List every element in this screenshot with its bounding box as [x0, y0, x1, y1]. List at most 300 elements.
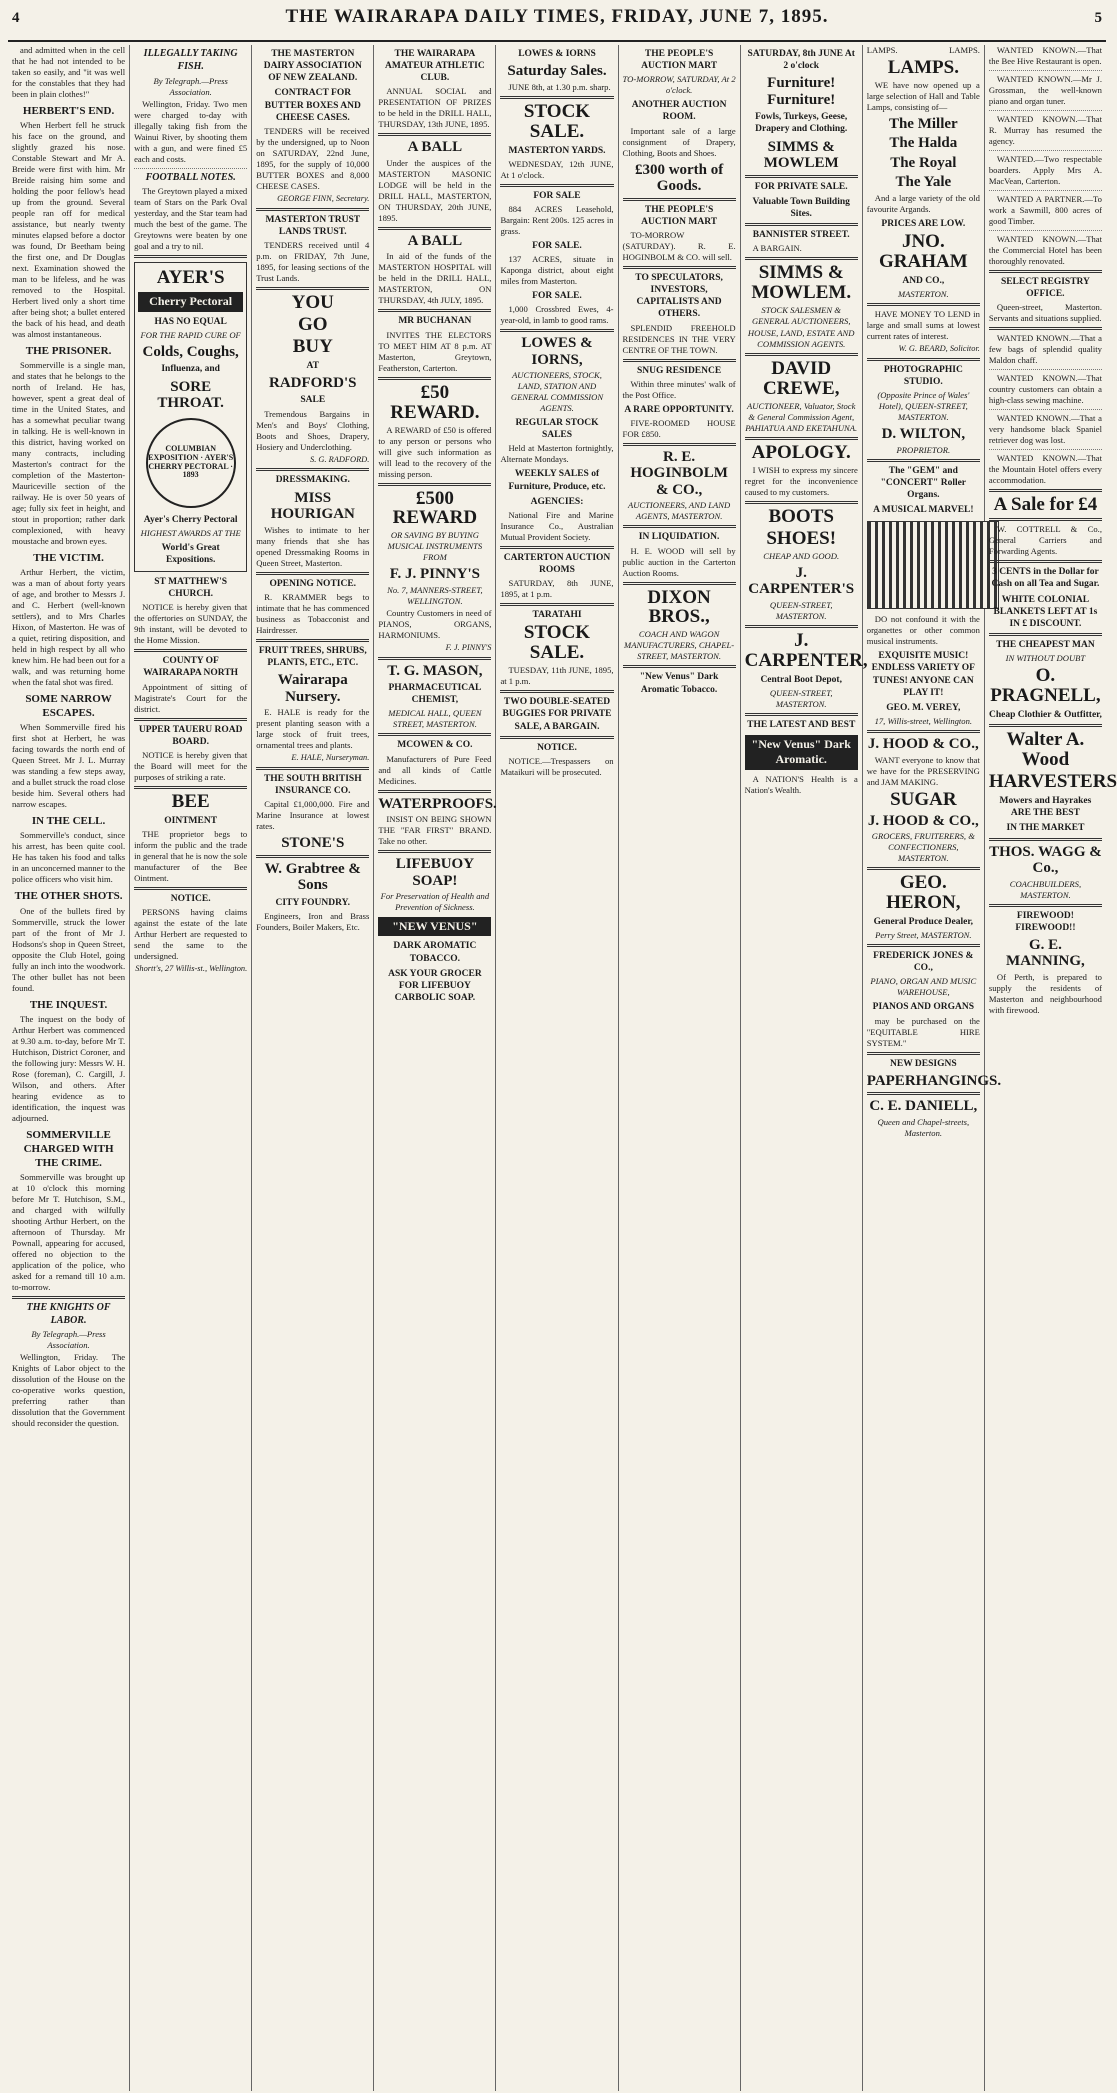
lamps-header-row — [867, 45, 980, 56]
column-9 — [985, 45, 1117, 2091]
column-1 — [8, 45, 130, 2091]
text-county: Appointment of sitting of Magistrate's Court for the district. — [134, 681, 248, 714]
text-pianos: may be purchased on the "EQUITABLE HIRE SYSTEM." — [866, 1015, 980, 1048]
divider — [989, 518, 1102, 521]
heading-inquest: THE INQUEST. — [29, 998, 108, 1011]
heading-waterproofs: WATERPROOFS. — [378, 795, 497, 812]
text-victim: Arthur Herbert, the victim, was a man of about forty years of age, and brother to Messrs J. and C. Herbert (well-known settlers), and to Mrs Charles Hixon, of Masterton. He was of a quiet, retiring disposition, and held in high respect by all who knew him. He had been out for a walk, and was returning home when the fatal shot was fired. — [12, 567, 126, 688]
divider — [867, 459, 980, 462]
radford-you: YOU — [291, 292, 334, 313]
heading-taking-fish: ILLEGALLY TAKING FISH. — [143, 48, 238, 72]
text-dont-confound: DO not confound it with the organettes or other common musical instruments. — [866, 614, 980, 647]
divider — [378, 227, 491, 230]
divider — [867, 358, 980, 361]
divider — [745, 175, 858, 178]
latest-text: "New Venus" Dark Aromatic. — [745, 735, 858, 770]
heading-trust-lands: MASTERTON TRUST LANDS TRUST. — [265, 214, 361, 237]
divider — [745, 223, 858, 226]
wilton-name: D. WILTON, — [881, 426, 966, 443]
text-notice: PERSONS having claims against the estate of the late Arthur Herbert are requested to send the same to the undersigned. — [134, 907, 248, 962]
wanted-8: WANTED KNOWN.—That country customers can obtain a high-class sewing machine. — [988, 373, 1102, 406]
divider — [256, 287, 369, 290]
mason-sub: PHARMACEUTICAL CHEMIST, — [388, 683, 482, 706]
stone-name: STONE'S — [281, 835, 345, 852]
heading-300: £300 worth of Goods. — [634, 161, 724, 195]
heading-new-designs: NEW DESIGNS — [890, 1058, 957, 1069]
heading-photo: PHOTOGRAPHIC STUDIO. — [883, 364, 963, 388]
radford-go: GO — [297, 313, 328, 335]
frederick-sub: PIANO, ORGAN AND MUSIC WAREHOUSE, — [870, 976, 977, 998]
heading-notice: NOTICE. — [170, 894, 211, 904]
masthead — [8, 6, 1106, 42]
simms-sub-2: HOUSE, LAND, ESTATE AND COMMISSION AGENTS. — [747, 328, 855, 350]
ayer-colds: Colds, Coughs, — [142, 343, 239, 360]
divider — [745, 257, 858, 260]
venus-name: "NEW VENUS" — [378, 917, 491, 936]
heading-saturday: SATURDAY, 8th JUNE At 2 o'clock — [747, 49, 855, 72]
ayer-influenza: Influenza, and — [161, 364, 220, 375]
lamp-royal: The Royal — [890, 154, 957, 171]
column-3 — [252, 45, 374, 2091]
divider — [745, 625, 858, 628]
text-money: HAVE MONEY TO LEND in large and small sums at lowest current rates of interest. — [866, 309, 980, 342]
divider — [378, 733, 491, 736]
radford-sale: SALE — [300, 395, 326, 406]
lowes-name: LOWES & IORNS — [518, 49, 596, 59]
heading-registry: SELECT REGISTRY OFFICE. — [1000, 277, 1090, 300]
text-hood: WANT everyone to know that we have for the PRESERVING and JAM MAKING. — [866, 754, 980, 787]
verey-address: 17, Willis-street, Wellington. — [874, 716, 973, 727]
heading-dressmaking: DRESSMAKING. — [275, 475, 350, 486]
ayer-fairs: World's Great Expositions. — [161, 542, 220, 565]
text-apology: I WISH to express my sincere regret for the inconvenience caused to my customers. — [744, 464, 858, 497]
heading-contract: CONTRACT FOR BUTTER BOXES AND CHEESE CASES. — [264, 88, 361, 123]
radford-signature: S. G. RADFORD. — [310, 454, 370, 464]
text-church: NOTICE is hereby given that the offertories on SUNDAY, the 9th instant, will be devoted to the Home Mission. — [134, 602, 248, 646]
frederick-name: FREDERICK JONES & CO., — [873, 951, 974, 974]
heading-narrow-escapes: SOME NARROW ESCAPES. — [25, 693, 112, 720]
heading-weekly-sales: WEEKLY SALES of Furniture, Produce, etc. — [508, 469, 606, 492]
heading-for-sale-2: FOR SALE. — [532, 240, 582, 251]
text-liquidation: H. E. WOOD will sell by public auction in the Carterton Auction Rooms. — [622, 545, 736, 578]
heading-tobacco: "New Venus" Dark Aromatic Tobacco. — [639, 672, 719, 695]
text-manning: Of Perth, is prepared to supply the residents of Masterton and neighbourhood with firewood. — [988, 971, 1102, 1015]
ayer-advert — [134, 262, 247, 572]
text-waterproofs: INSIST ON BEING SHOWN THE "FAR FIRST" BRAND. Take no other. — [378, 814, 492, 847]
text-exquisite: EXQUISITE MUSIC! ENDLESS VARIETY OF TUNES! ANYONE CAN PLAY IT! — [871, 651, 975, 698]
divider — [989, 230, 1102, 231]
columns — [8, 45, 1117, 2091]
text-contract: TENDERS will be received by the undersigned, up to Noon on SATURDAY, 22nd June, 1895, for the supply of 10,000 BUTTER BOXES and 8,000 CHEESE CASES. — [256, 125, 370, 191]
divider — [256, 572, 369, 575]
pinny-address: No. 7, MANNERS-STREET, WELLINGTON. — [387, 584, 483, 606]
text-regular: Held at Masterton fortnightly, Alternate Mondays. — [500, 443, 614, 465]
roller-organ-sub: A MUSICAL MARVEL! — [873, 505, 974, 516]
wagg-sub: COACHBUILDERS, MASTERTON. — [1009, 878, 1082, 900]
text-bannister: A BARGAIN. — [752, 243, 802, 254]
text-football: The Greytown played a mixed team of Stars on the Park Oval yesterday, and the Star team had much the best of the game. The Greytowns were beaten by one goal and a try to nil. — [134, 186, 248, 252]
heron-address: Perry Street, MASTERTON. — [875, 930, 972, 941]
ayer-product: Cherry Pectoral — [138, 292, 243, 311]
divider — [989, 369, 1102, 370]
boots-text: CHEAP AND GOOD. — [763, 550, 840, 561]
heron-sub: General Produce Dealer, — [873, 916, 974, 927]
divider — [500, 690, 613, 693]
text-rare: FIVE-ROOMED HOUSE FOR £850. — [622, 417, 736, 439]
heading-buchanan: MR BUCHANAN — [398, 316, 472, 327]
carpenter-name-2: J. CARPENTER, — [744, 629, 868, 671]
heading-stock-sale: STOCK SALE. — [523, 100, 591, 142]
heading-firewood: FIREWOOD! FIREWOOD!! — [1015, 910, 1076, 933]
nursery-signature: E. HALE, Nurseryman. — [291, 753, 370, 762]
heading-county: COUNTY OF WAIRARAPA NORTH — [143, 656, 239, 679]
divider — [989, 633, 1102, 636]
heading-ball: A BALL — [407, 139, 463, 156]
divider — [500, 546, 613, 549]
text-nursery: E. HALE is ready for the present planting season with a large stock of fruit trees, ornamental trees and plants. — [256, 707, 370, 750]
text-nation: A NATION'S Health is a Nation's Wealth. — [744, 773, 858, 795]
text-ball-2: In aid of the funds of the MASTERTON HOSPITAL will be held in the DRILL HALL, MASTERTON, ON THURSDAY, 4th JULY, 1895. — [378, 251, 492, 306]
divider — [378, 377, 491, 380]
heading-liquidation: IN LIQUIDATION. — [638, 532, 720, 543]
newspaper-title: THE WAIRARAPA DAILY TIMES, FRIDAY, JUNE 7, 1895. — [285, 6, 829, 27]
lamps-left: LAMPS. — [866, 45, 898, 55]
divider — [378, 657, 491, 660]
text-owen: Manufacturers of Pure Feed and all kinds of Cattle Medicines. — [378, 753, 492, 786]
divider — [989, 489, 1102, 492]
heading-bannister: BANNISTER STREET. — [752, 230, 850, 241]
divider — [134, 255, 247, 258]
heading-peoples-mart: THE PEOPLE'S AUCTION MART — [641, 49, 718, 72]
lowes-footer-sub: AUCTIONEERS, STOCK, LAND, STATION AND GENERAL COMMISSION AGENTS. — [510, 370, 604, 414]
hoginbolm-sub: AUCTIONEERS, AND LAND AGENTS, MASTERTON. — [627, 500, 731, 522]
pragnell-sub: Cheap Clothier & Outfitter, — [988, 710, 1102, 721]
divider — [623, 525, 736, 528]
lifebuoy-sub: For Preservation of Health and Prevention of Sickness. — [380, 891, 490, 913]
heading-cents: 3 CENTS in the Dollar for Cash on all Tea and Sugar. — [991, 567, 1100, 590]
heading-buggies: TWO DOUBLE-SEATED BUGGIES FOR PRIVATE SALE, A BARGAIN. — [502, 697, 612, 732]
divider — [623, 198, 736, 201]
divider — [256, 855, 369, 858]
heading-insurance: THE SOUTH BRITISH INSURANCE CO. — [263, 773, 362, 796]
divider — [256, 468, 369, 471]
grabtree-sub: CITY FOUNDRY. — [275, 897, 350, 908]
wanted-4: WANTED.—Two respectable boarders. Apply Mrs A. MacVean, Carterton. — [988, 154, 1102, 186]
divider — [989, 110, 1102, 111]
heading-football: FOOTBALL NOTES. — [145, 171, 236, 183]
heading-lifebuoy: LIFEBUOY SOAP! — [395, 856, 475, 889]
reward-2-sub: OR SAVING BY BUYING MUSICAL INSTRUMENTS FROM — [387, 530, 483, 563]
heading-furniture: Furniture! Furniture! — [767, 75, 836, 108]
heading-blankets: WHITE COLONIAL BLANKETS LEFT AT 1s IN £ DISCOUNT. — [993, 594, 1098, 629]
dixon-name: DIXON BROS., — [647, 586, 711, 628]
text-taratahi: TUESDAY, 11th JUNE, 1895, at 1 p.m. — [500, 665, 614, 687]
divider — [378, 850, 491, 853]
wanted-2: WANTED KNOWN.—Mr J. Grossman, the well-known piano and organ tuner. — [988, 74, 1102, 106]
ayer-brand: AYER'S — [156, 267, 225, 289]
heron-name: GEO. HERON, — [886, 872, 961, 913]
divider — [989, 449, 1102, 450]
text-peoples: Important sale of a large consignment of Drapery, Clothing, Boots and Shoes. — [622, 125, 736, 158]
column-8 — [863, 45, 1002, 2091]
heading-victim: THE VICTIM. — [33, 552, 104, 565]
divider — [989, 409, 1102, 410]
heading-knights-of-labor: THE KNIGHTS OF LABOR. — [26, 1301, 111, 1326]
shorts-signature: Shortt's, 27 Willis-st., Wellington. — [135, 964, 248, 974]
divider — [500, 184, 613, 187]
text-grabtree: Engineers, Iron and Brass Founders, Boiler Makers, Etc. — [256, 910, 370, 932]
ayer-admitted: Ayer's Cherry Pectoral — [143, 514, 238, 525]
heading-roller-organs: The "GEM" and "CONCERT" Roller Organs. — [880, 465, 967, 500]
divider — [623, 266, 736, 269]
wood-name: Walter A. Wood — [1006, 729, 1085, 771]
divider — [256, 639, 369, 642]
lamps-right: LAMPS. — [949, 45, 980, 55]
daniell-sub: Queen and Chapel-streets, Masterton. — [877, 1116, 970, 1138]
divider — [989, 838, 1102, 841]
column-2 — [130, 45, 252, 2091]
simms-name-2: SIMMS & MOWLEM. — [751, 262, 852, 304]
wanted-1: WANTED KNOWN.—That the Bee Hive Restaurant is open. — [988, 45, 1102, 66]
dressmaker-name: MISS HOURIGAN — [270, 489, 355, 523]
text-lamps: WE have now opened up a large selection of Hall and Table Lamps, consisting of— — [866, 79, 980, 112]
divider — [867, 944, 980, 947]
roller-organ-illustration — [867, 521, 999, 609]
divider — [500, 329, 613, 332]
heading-carbolic: ASK YOUR GROCER FOR LIFEBUOY CARBOLIC SOAP. — [388, 968, 482, 1004]
lamp-yale: The Yale — [895, 174, 952, 191]
graham-sub: AND CO., — [902, 275, 945, 286]
divider — [623, 665, 736, 668]
text-pinny: Country Customers in need of PIANOS, ORGANS, HARMONIUMS. — [378, 607, 492, 640]
carpenter-name: J. CARPENTER'S — [748, 564, 855, 598]
heading-agencies: AGENCIES: — [530, 496, 584, 507]
text-inquest: The inquest on the body of Arthur Herbert was commenced at 9.30 a.m. to-day, before Mr T. Hutchison, District Coroner, and the following jury: Messrs W. H. Rose (foreman), C. Cargill, J. Wilson, and others. After hearing evidence as to identification, the inquest was adjourned. — [12, 1013, 126, 1123]
text-reward: A REWARD of £50 is offered to any person or persons who will give such information as will lead to the recovery of the missing person. — [378, 424, 492, 479]
divider — [623, 359, 736, 362]
heading-dairy-assn: THE MASTERTON DAIRY ASSOCIATION OF NEW ZEALAND. — [263, 49, 362, 84]
wood-mowers: Mowers and Hayrakes ARE THE BEST — [999, 796, 1092, 819]
hood-name: J. HOOD & CO., — [867, 736, 979, 753]
byline: By Telegraph.—Press Association. — [153, 75, 228, 97]
bee-sub: OINTMENT — [164, 815, 218, 826]
text-notice: NOTICE.—Trespassers on Mataikuri will be prosecuted. — [500, 755, 614, 777]
heading-other-shots: THE OTHER SHOTS. — [14, 890, 123, 903]
heading-regular: REGULAR STOCK SALES — [515, 418, 599, 441]
lamp-miller: The Miller — [888, 115, 958, 132]
text-ball: Under the auspices of the MASTERTON MASONIC LODGE will be held in the DRILL HALL, MASTERTON, ON THURSDAY, 20th JUNE, 1895. — [378, 157, 492, 223]
divider — [745, 437, 858, 440]
wood-market: IN THE MARKET — [1006, 823, 1085, 834]
divider — [134, 786, 247, 789]
text-snug: Within three minutes' walk of the Post Office. — [622, 378, 736, 400]
peoples-sub: TO-MORROW, SATURDAY, At 2 o'clock. — [622, 74, 736, 96]
heading-peoples-mart-2: THE PEOPLE'S AUCTION MART — [641, 204, 718, 227]
heading-sugar: SUGAR — [890, 788, 957, 810]
carpenter-depot: Central Boot Depot, — [760, 674, 842, 685]
text-for-sale: 884 ACRES Leasehold, Bargain: Rent 200s. 125 acres in grass. — [500, 203, 614, 236]
lowes-footer: LOWES & IORNS, — [521, 335, 593, 368]
divider — [134, 718, 247, 721]
saturday-sales: Saturday Sales. — [507, 63, 607, 80]
divider — [867, 867, 980, 870]
heading-boots: BOOTS — [768, 505, 834, 527]
text-peoples-2: TO-MORROW (SATURDAY). R. E. HOGINBOLM & CO. will sell. — [622, 229, 736, 262]
divider — [745, 353, 858, 356]
simms-name: SIMMS & MOWLEM — [763, 138, 839, 172]
ayer-sore: SORE THROAT. — [157, 378, 224, 411]
heading-apology: APOLOGY. — [751, 442, 851, 463]
divider — [867, 730, 980, 733]
heading-prisoner: THE PRISONER. — [25, 345, 112, 358]
photo-text: (Opposite Prince of Wales' Hotel), QUEEN-STREET, MASTERTON. — [877, 390, 970, 423]
lamp-halda: The Halda — [889, 135, 958, 152]
heading-snug: SNUG RESIDENCE — [637, 365, 722, 376]
heading-sale-4: A Sale for £4 — [993, 494, 1098, 516]
heading-reward: £50 REWARD. — [390, 381, 480, 423]
divider — [989, 560, 1102, 563]
divider — [867, 1052, 980, 1055]
wanted-5: WANTED A PARTNER.—To work a Sawmill, 800 acres of good Timber. — [988, 194, 1102, 226]
divider — [500, 603, 613, 606]
ayer-award: HIGHEST AWARDS AT THE — [140, 527, 241, 538]
bee-heading: BEE — [171, 790, 210, 812]
divider — [867, 303, 980, 306]
pragnell-name: O. PRAGNELL, — [990, 665, 1101, 707]
divider — [867, 1092, 980, 1095]
radford-buy: BUY — [292, 335, 333, 357]
heading-for-sale: FOR SALE — [533, 190, 581, 201]
heading-pianos: PIANOS AND ORGANS — [872, 1002, 974, 1013]
text-stock-sale: WEDNESDAY, 12th JUNE, At 1 o'clock. — [500, 158, 614, 180]
heading-charged: SOMMERVILLE CHARGED WITH THE CRIME. — [23, 1128, 114, 1169]
divider — [256, 767, 369, 770]
graham-name: JNO. GRAHAM — [878, 231, 968, 273]
column-4 — [374, 45, 496, 2091]
text-lowes: JUNE 8th, at 1.30 p.m. sharp. — [508, 81, 611, 92]
peoples-h2: ANOTHER AUCTION ROOM. — [631, 100, 727, 123]
text-insurance: Capital £1,000,000. Fire and Marine Insurance at lowest rates. — [256, 799, 370, 832]
divider — [745, 501, 858, 504]
wagg-name: THOS. WAGG & Co., — [989, 843, 1102, 876]
carpenter-sub: QUEEN-STREET, MASTERTON. — [769, 599, 833, 621]
carpenter-address: QUEEN-STREET, MASTERTON. — [769, 687, 833, 709]
divider — [500, 736, 613, 739]
divider — [378, 790, 491, 793]
page-number-right: 5 — [1094, 10, 1102, 26]
heading-fruit-trees: FRUIT TREES, SHRUBS, PLANTS, ETC., ETC. — [258, 645, 367, 668]
mason-name: T. G. MASON, — [387, 662, 483, 679]
grabtree-name: W. Grabtree & Sons — [264, 860, 361, 894]
divider — [989, 70, 1102, 71]
wanted-10: WANTED KNOWN.—That the Mountain Hotel offers every accommodation. — [988, 453, 1102, 486]
heading-owen: MCOWEN & CO. — [397, 740, 473, 751]
radford-at: AT — [306, 360, 320, 371]
hood-sub: GROCERS, FRUITERERS, & CONFECTIONERS, MASTERTON. — [871, 831, 975, 864]
cheapest-sub: IN WITHOUT DOUBT — [1005, 653, 1086, 664]
heading-private-sale: FOR PRIVATE SALE. — [754, 181, 848, 192]
text-buchanan: INVITES THE ELECTORS TO MEET HIM AT 8 p.m. AT Masterton, Greytown, Featherston, Carterton. — [378, 329, 492, 373]
heading-taratahi: TARATAHI — [532, 610, 582, 621]
heading-shoes: SHOES! — [766, 527, 837, 549]
ayer-equal: HAS NO EQUAL — [154, 316, 227, 327]
wanted-9: WANTED KNOWN.—That a very handsome black Spaniel retriever dog was lost. — [988, 413, 1102, 446]
text-narrow-escapes: When Sommerville fired his first shot at Herbert, he was facing towards the north end of Queen Street. Mr J. L. Murray was standing a few steps away, and a bullet struck the road close beside him. Several others had narrow escapes. — [12, 722, 126, 810]
daniell-name: C. E. DANIELL, — [869, 1098, 978, 1115]
divider — [989, 904, 1102, 907]
divider — [378, 133, 491, 136]
heading-herberts-end: HERBERT'S END. — [22, 105, 115, 117]
heading-speculators: TO SPECULATORS, INVESTORS, CAPITALISTS AND OTHERS. — [635, 272, 723, 320]
crewe-name: DAVID CREWE, — [762, 358, 840, 400]
page-number-left: 4 — [12, 10, 20, 26]
text-taking-fish: Wellington, Friday. Two men were charged to-day with illegally taking fish from the Wainui River, by shooting them with a gun, and were fined £5 each and costs. — [134, 98, 248, 164]
text-dressmaking: Wishes to intimate to her many friends that she has opened Dressmaking Rooms in Queen Street, Masterton. — [256, 524, 370, 568]
heading-for-sale-3: FOR SALE. — [532, 291, 582, 301]
divider — [989, 190, 1102, 191]
column-7 — [741, 45, 868, 2091]
lamps-prices: PRICES ARE LOW. — [881, 218, 966, 229]
hood-name-2: J. HOOD & CO., — [867, 812, 979, 829]
wanted-3: WANTED KNOWN.—That R. Murray has resumed the agency. — [988, 114, 1102, 146]
hoginbolm-name: R. E. HOGINBOLM & CO., — [630, 448, 728, 498]
divider — [989, 724, 1102, 727]
text-road-board: NOTICE is hereby given that the Board will meet for the purposes of striking a rate. — [134, 749, 248, 782]
wilton-sub: PROPRIETOR. — [896, 444, 951, 455]
heading-lamps: LAMPS. — [887, 57, 959, 78]
divider — [378, 483, 491, 486]
text-radford: Tremendous Bargains in Men's and Boys' Clothing, Boots and Shoes, Drapery, Hosiery and Underclothing. — [256, 408, 370, 452]
divider — [989, 327, 1102, 330]
heading-rare: A RARE OPPORTUNITY. — [624, 404, 734, 415]
heading-church: ST MATTHEW'S CHURCH. — [154, 576, 228, 600]
heading-reward-2: £500 REWARD — [392, 487, 478, 529]
money-signature: W. G. BEARD, Solicitor. — [898, 344, 980, 354]
pinny-signature: F. J. PINNY'S — [445, 642, 492, 652]
text-other-shots: One of the bullets fired by Sommerville, struck the lower part of the front of Mr J. Hodsons's shop in Queen Street, opposite the Club Hotel, going fully an inch into the woodwork. The other bullet has not been found. — [12, 905, 126, 993]
wanted-7: WANTED KNOWN.—That a few bags of splendid quality Maldon chaff. — [988, 333, 1102, 366]
text-registry: Queen-street, Masterton. Servants and situations supplied. — [988, 302, 1102, 324]
wanted-6: WANTED KNOWN.—That the Commercial Hotel has been thoroughly renovated. — [988, 234, 1102, 266]
heading-latest: THE LATEST AND BEST — [747, 719, 856, 730]
heading-carterton: CARTERTON AUCTION ROOMS — [503, 552, 611, 576]
text-in-the-cell: Sommerville's conduct, since his arrest, has been quite cool. He has taken his food and talks in an unconcerned manner to the police officers who visit him. — [12, 830, 126, 885]
text-trust-lands: TENDERS received until 4 p.m. on FRIDAY, 7th June, 1895, for leasing sections of the Trust Lands. — [256, 240, 370, 283]
heading-road-board: UPPER TAUERU ROAD BOARD. — [138, 724, 243, 747]
text-for-sale-2: 137 ACRES, situate in Kaponga district, about eight miles from Masterton. — [500, 254, 614, 286]
divider — [989, 270, 1102, 273]
divider — [12, 1296, 125, 1299]
heading-ball-2: A BALL — [407, 232, 463, 249]
divider — [745, 713, 858, 716]
divider — [134, 649, 247, 652]
text-charged: Sommerville was brought up at 10 o'clock this morning before Mr T. Hutchison, S.M., and charged with wilfully shooting Arthur Herbert, on the afternoon of Thursday. Mr Pownall, appearing for accused, offered no objection to the application of the police, who asked for a remand till 10 a.m. to-morrow. — [12, 1171, 126, 1292]
text-bee: THE proprietor begs to inform the public and the trade in general that he is now the sole manufacturer of the Bee Ointment. — [134, 829, 248, 883]
exposition-seal: COLUMBIAN EXPOSITION · AYER'S CHERRY PECTORAL · 1893 — [146, 418, 236, 508]
pinny-name: F. J. PINNY'S — [389, 566, 481, 583]
column-6 — [619, 45, 741, 2091]
dixon-sub: COACH AND WAGON MANUFACTURERS, CHAPEL-STREET, MASTERTON. — [624, 629, 735, 662]
nursery-name: Wairarapa Nursery. — [277, 672, 348, 705]
contract-signature: GEORGE FINN, Secretary. — [277, 193, 370, 203]
text-for-sale-3: 1,000 Crossbred Ewes, 4-year-old, in lamb to good rams. — [500, 304, 614, 326]
divider — [989, 150, 1102, 151]
text-prisoner: Sommerville is a single man, and states that he belongs to the north of Ireland. He has, however, spent a great deal of time in the United States, and has a somewhat peculiar twang in talking. He is well-known in this district, having worked on many contracts, including Masterton's contract for the completion of the Masterton-Mauriceville section of the railway. He is over 50 years of age; fully six feet in height, and stout in proportion; rather dark complexioned, with heavy moustache and brown eyes. — [12, 360, 126, 547]
text-cottrell: W. COTTRELL & Co., General Carriers and Forwarding Agents. — [988, 524, 1102, 557]
taratahi-sub: STOCK SALE. — [523, 622, 591, 664]
divider — [500, 96, 613, 99]
wood-harvesters: HARVESTERS — [988, 771, 1117, 793]
